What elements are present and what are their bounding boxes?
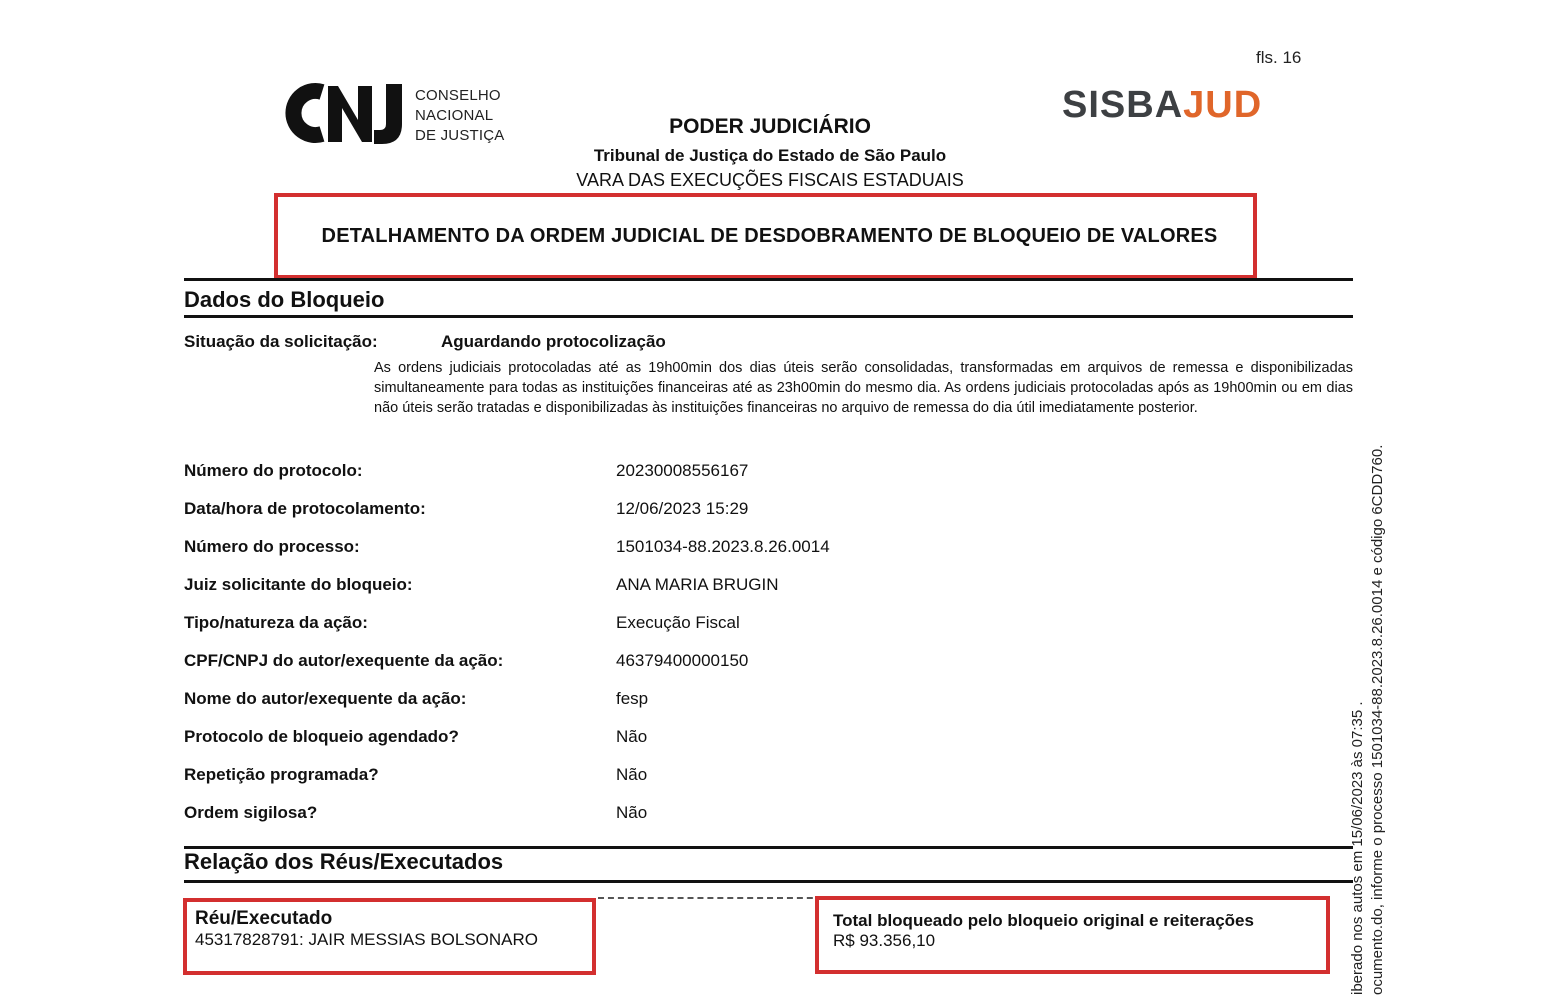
situacao-label: Situação da solicitação: — [184, 332, 378, 351]
section-rule-top — [184, 278, 1353, 281]
situacao-paragraph: As ordens judiciais protocoladas até as 19h00min dos dias úteis serão consolidadas, transformadas em arquivos de remessa e disponibilizadas simultaneamente para todas as instituições financeiras até as 23h00min do mesmo dia. As ordens judiciais protocoladas após as 19h00min ou em dias não úteis serão tratadas e disponibilizadas às instituições financeiras no arquivo de remessa do dia útil imediatamente posterior. — [374, 360, 1353, 416]
total-header: Total bloqueado pelo bloqueio original e reiterações — [833, 911, 1254, 930]
sisbajud-logo-part1: SISBA — [1062, 84, 1184, 126]
field-value: 46379400000150 — [616, 651, 749, 670]
field-label: CPF/CNPJ do autor/exequente da ação: — [184, 651, 504, 670]
side-stamp-text — [1348, 444, 1386, 995]
field-row — [184, 537, 1084, 561]
field-value: Não — [616, 803, 648, 822]
side-stamp — [1340, 0, 1390, 1006]
field-value: 1501034-88.2023.8.26.0014 — [616, 537, 830, 556]
field-row — [184, 613, 1084, 637]
side-stamp-line1: iberado nos autos em 15/06/2023 às 07:35 . — [1349, 701, 1366, 995]
cnj-logo-text — [415, 86, 505, 146]
section-title-reus: Relação dos Réus/Executados — [184, 849, 504, 874]
page-number: fls. 16 — [1256, 48, 1302, 67]
field-row — [184, 689, 1084, 713]
field-row — [184, 461, 1084, 485]
header-vara: VARA DAS EXECUÇÕES FISCAIS ESTADUAIS — [576, 170, 964, 190]
reu-header: Réu/Executado — [195, 908, 333, 929]
field-label: Juiz solicitante do bloqueio: — [184, 575, 413, 594]
cnj-logo-c — [293, 91, 322, 135]
cnj-line-2: NACIONAL — [415, 107, 494, 124]
cnj-logo-j — [374, 84, 402, 144]
field-row — [184, 765, 1084, 789]
field-row — [184, 651, 1084, 675]
field-row — [184, 727, 1084, 751]
cnj-line-3: DE JUSTIÇA — [415, 127, 505, 144]
document-title: DETALHAMENTO DA ORDEM JUDICIAL DE DESDOBRAMENTO DE BLOQUEIO DE VALORES — [321, 225, 1218, 247]
total-value: R$ 93.356,10 — [833, 931, 936, 950]
field-value: Execução Fiscal — [616, 613, 740, 632]
field-row — [184, 499, 1084, 523]
field-label: Tipo/natureza da ação: — [184, 613, 368, 632]
field-value: fesp — [616, 689, 649, 708]
section-title-dados: Dados do Bloqueio — [184, 287, 385, 312]
field-value: Não — [616, 727, 648, 746]
field-value: 12/06/2023 15:29 — [616, 499, 749, 518]
field-value: ANA MARIA BRUGIN — [616, 575, 779, 594]
field-label: Data/hora de protocolamento: — [184, 499, 426, 518]
field-label: Protocolo de bloqueio agendado? — [184, 727, 459, 746]
reu-value: 45317828791: JAIR MESSIAS BOLSONARO — [195, 930, 539, 949]
cnj-logo — [282, 80, 407, 146]
field-label: Número do protocolo: — [184, 461, 363, 480]
cnj-line-1: CONSELHO — [415, 87, 501, 104]
section-rule-bottom — [184, 315, 1353, 318]
field-label: Número do processo: — [184, 537, 360, 556]
sisbajud-logo — [1062, 84, 1262, 127]
field-row — [184, 575, 1084, 599]
cnj-logo-n — [328, 86, 372, 142]
field-value: 20230008556167 — [616, 461, 749, 480]
field-row — [184, 803, 1084, 827]
side-stamp-line2: ocumento.do, informe o processo 1501034-88.2023.8.26.0014 e código 6CDD760. — [1369, 444, 1386, 995]
field-label: Nome do autor/exequente da ação: — [184, 689, 467, 708]
field-label: Repetição programada? — [184, 765, 379, 784]
situacao-value: Aguardando protocolização — [441, 332, 666, 351]
header-poder: PODER JUDICIÁRIO — [669, 115, 871, 138]
sisbajud-logo-part2: JUD — [1183, 84, 1263, 126]
field-value: Não — [616, 765, 648, 784]
field-label: Ordem sigilosa? — [184, 803, 318, 822]
header-tribunal: Tribunal de Justiça do Estado de São Paulo — [593, 146, 947, 165]
section-rule-bottom — [184, 880, 1353, 883]
